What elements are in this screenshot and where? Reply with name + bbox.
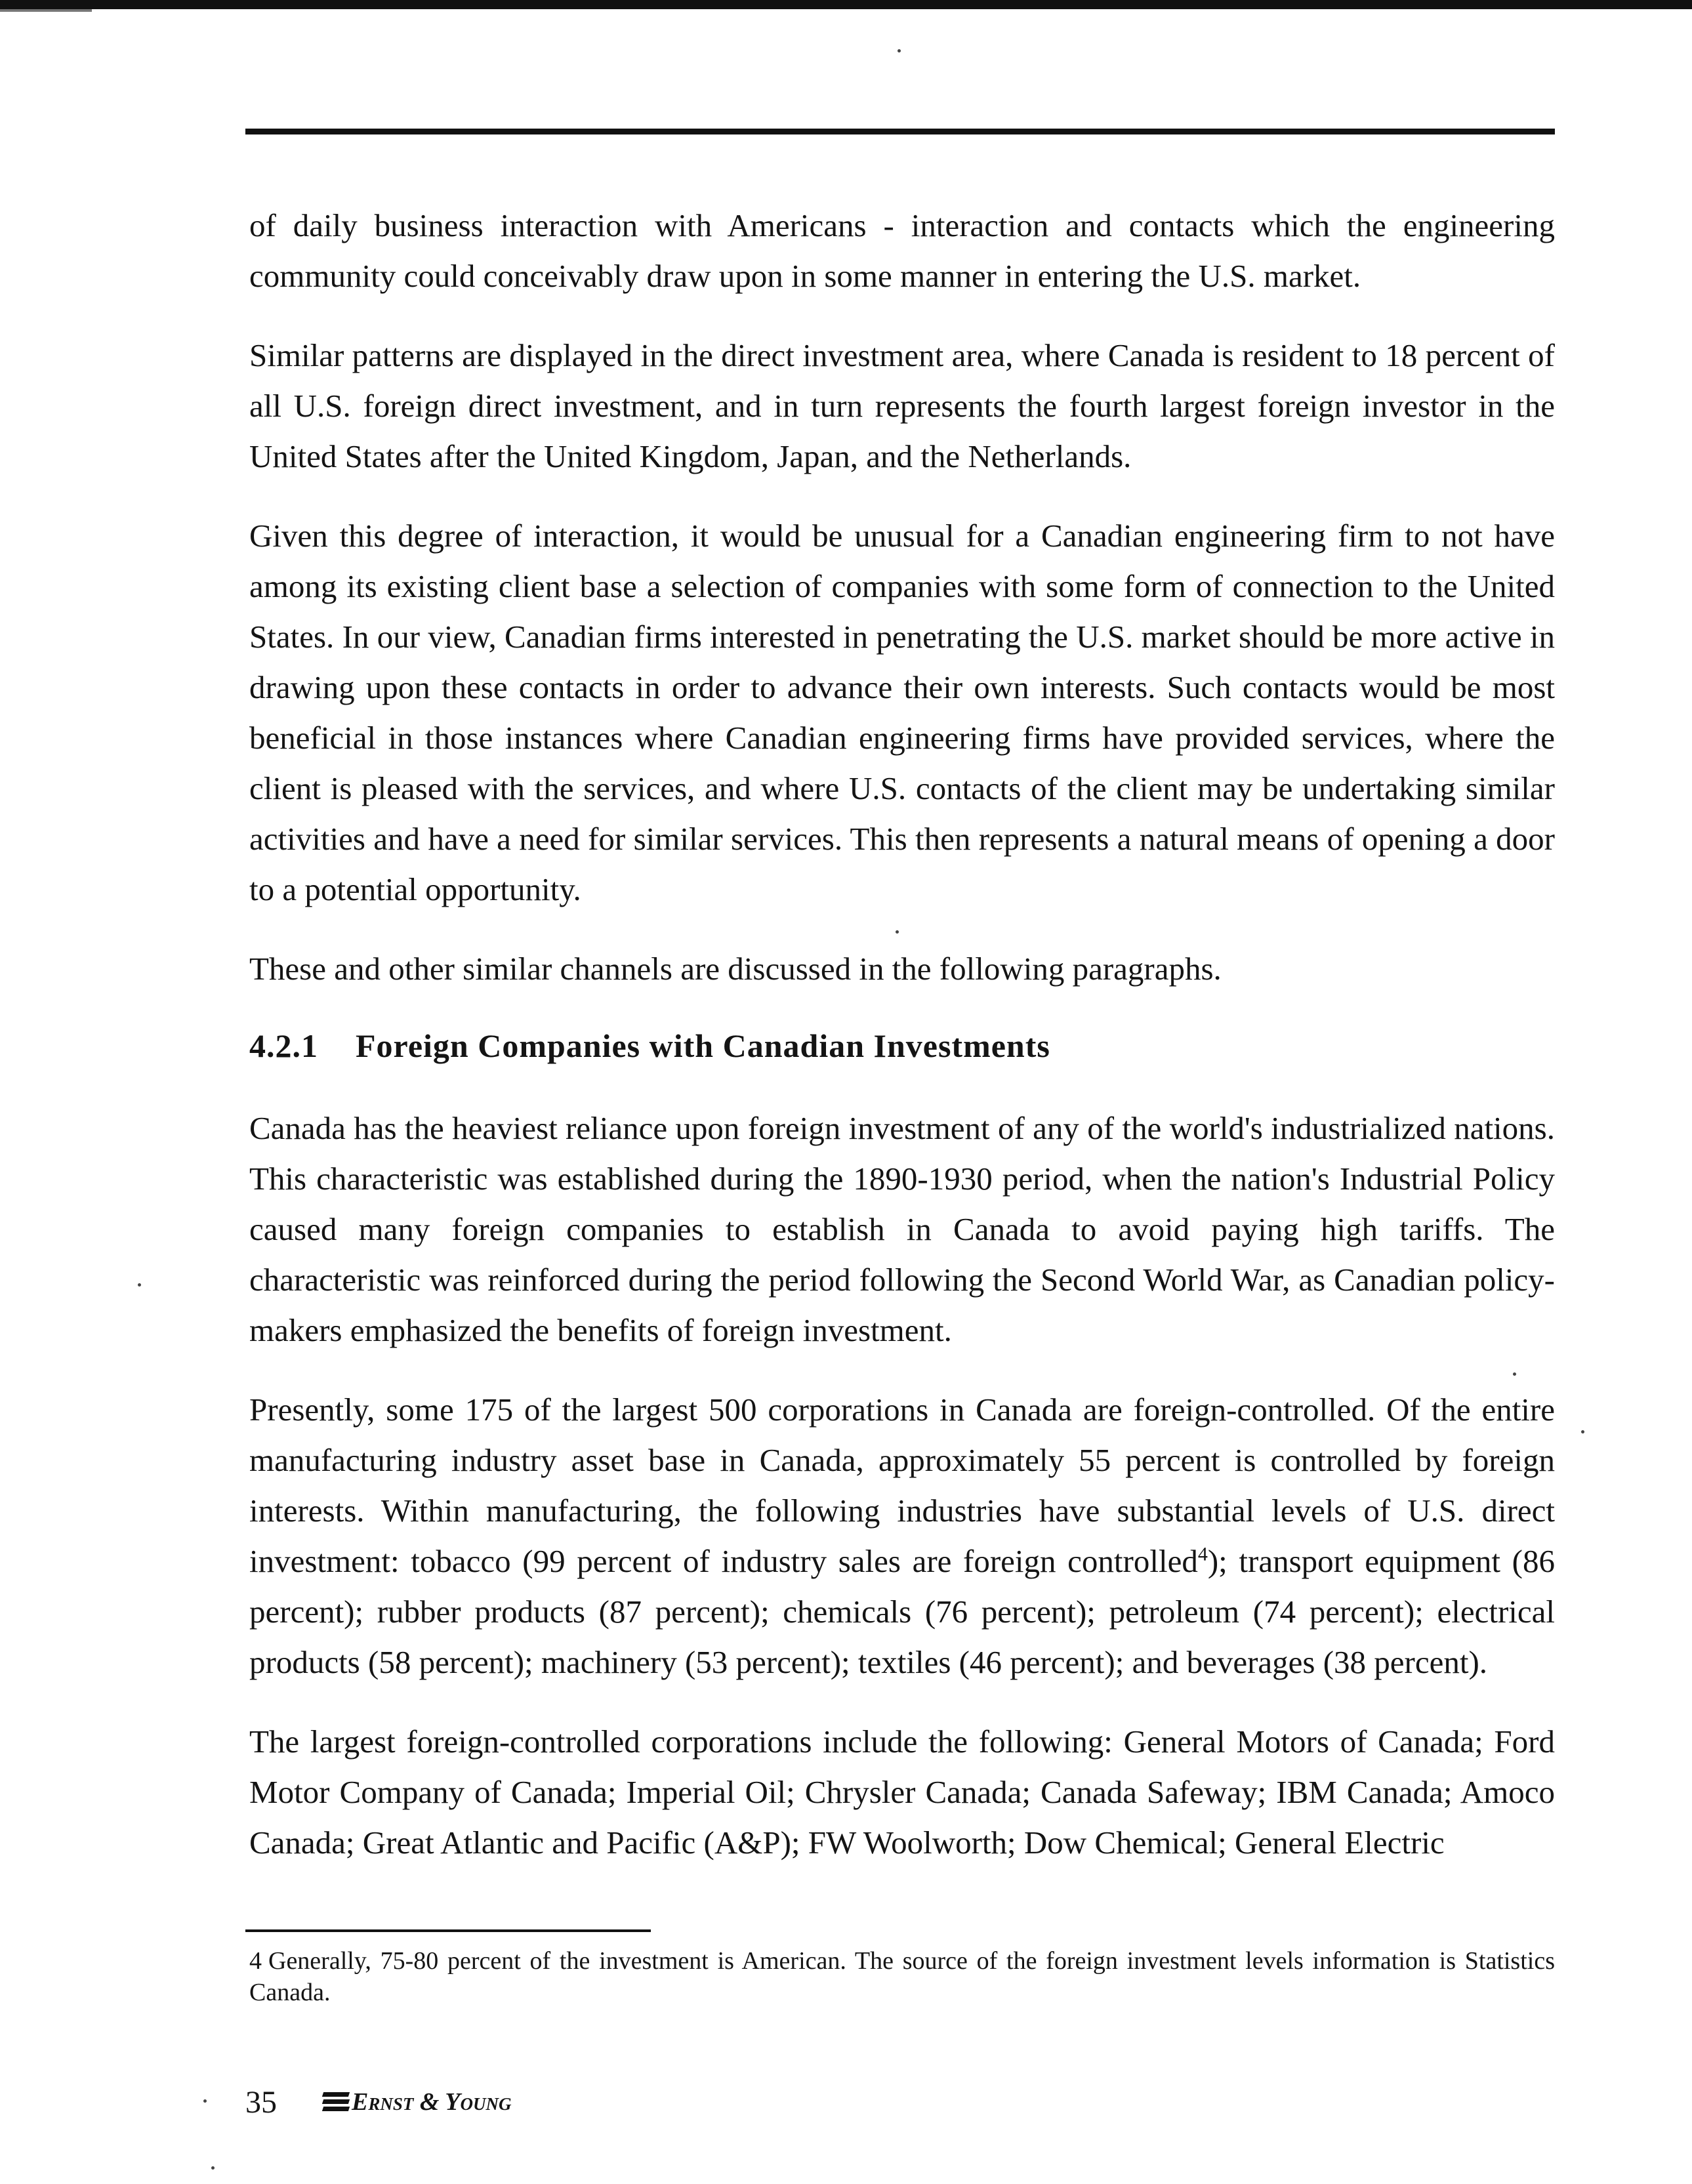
paragraph: Similar patterns are displayed in the direct investment area, where Canada is resident to 18 percent of all U.S. foreign direct investment, and in turn represents the fourth largest foreign investor in the United States after the United Kingdom, Japan, and the Netherlands. (249, 337, 1555, 474)
paragraph: Given this degree of interaction, it would be unusual for a Canadian engineering firm to not have among its existing client base a selection of companies with some form of connection to the United States. In our view, Canadian firms interested in penetrating the U.S. market should be more active in drawing upon these contacts in order to advance their own interests. Such contacts would be most beneficial in those instances where Canadian engineering firms have provided services, where the client is pleased with the services, and where U.S. contacts of the client may be undertaking similar activities and have a need for similar services. This then represents a natural means of opening a door to a potential opportunity. (249, 518, 1555, 907)
scan-speck (211, 2166, 215, 2170)
page-number: 35 (245, 2084, 277, 2120)
paragraph: These and other similar channels are discussed in the following paragraphs. (249, 951, 1222, 987)
paragraph: Canada has the heaviest reliance upon foreign investment of any of the world's industrialized nations. This characteristic was established during the 1890-1930 period, when the nation's Industrial Policy caused many foreign companies to establish in Canada to avoid paying high tariffs. The characteristic was reinforced during the period following the Second World War, as Canadian policy-makers emphasized the benefits of foreign investment. (249, 1110, 1555, 1348)
footnote-rule (245, 1929, 651, 1932)
section-title: Foreign Companies with Canadian Investments (356, 1027, 1050, 1064)
scan-edge-shadow (0, 9, 92, 12)
paragraph (249, 1384, 1555, 1687)
paragraph-text: Presently, some 175 of the largest 500 corporations in Canada are foreign-controlled. Of the entire manufacturing industry asset base in Canada, approximately 55 percent is controlled by foreign interests. Within manufacturing, the following industries have substantial levels of U.S. direct investment: tobacco (99 percent of industry sales are foreign controlled (249, 1391, 1555, 1579)
logo-wordmark: Ernst & Young (352, 2088, 512, 2116)
paragraph-text: ); transport equipment (86 percent); rubber products (87 percent); chemicals (76 percent); petroleum (74 percent); electrical products (58 percent); machinery (53 percent); textiles (46 percent); and beverages (38 percent). (249, 1543, 1555, 1680)
scan-speck (1581, 1430, 1584, 1433)
scan-top-edge (0, 0, 1692, 9)
section-heading (249, 1023, 1555, 1069)
page-footer (245, 2081, 511, 2123)
ernst-young-logo-icon (323, 2092, 349, 2112)
ernst-young-logo (323, 2088, 511, 2116)
section-number: 4.2.1 (249, 1027, 318, 1064)
page-body (249, 200, 1555, 1897)
footnote (249, 1945, 1555, 2008)
footnote-reference: 4 (1197, 1543, 1208, 1565)
scan-speck (898, 49, 901, 52)
paragraph: of daily business interaction with Americans - interaction and contacts which the engineering community could conceivably draw upon in some manner in entering the U.S. market. (249, 207, 1555, 294)
footnote-text: Generally, 75-80 percent of the investment is American. The source of the foreign investment levels information is Statistics Canada. (249, 1947, 1555, 2006)
scan-speck (203, 2099, 207, 2103)
scan-speck (138, 1283, 141, 1287)
footnote-marker: 4 (249, 1947, 262, 1975)
paragraph: The largest foreign-controlled corporations include the following: General Motors of Canada; Ford Motor Company of Canada; Imperial Oil; Chrysler Canada; Canada Safeway; IBM Canada; Amoco Canada; Great Atlantic and Pacific (A&P); FW Woolworth; Dow Chemical; General Electric (249, 1723, 1555, 1861)
scan-speck (896, 930, 899, 934)
scan-speck (1513, 1372, 1516, 1376)
header-rule (245, 129, 1555, 134)
